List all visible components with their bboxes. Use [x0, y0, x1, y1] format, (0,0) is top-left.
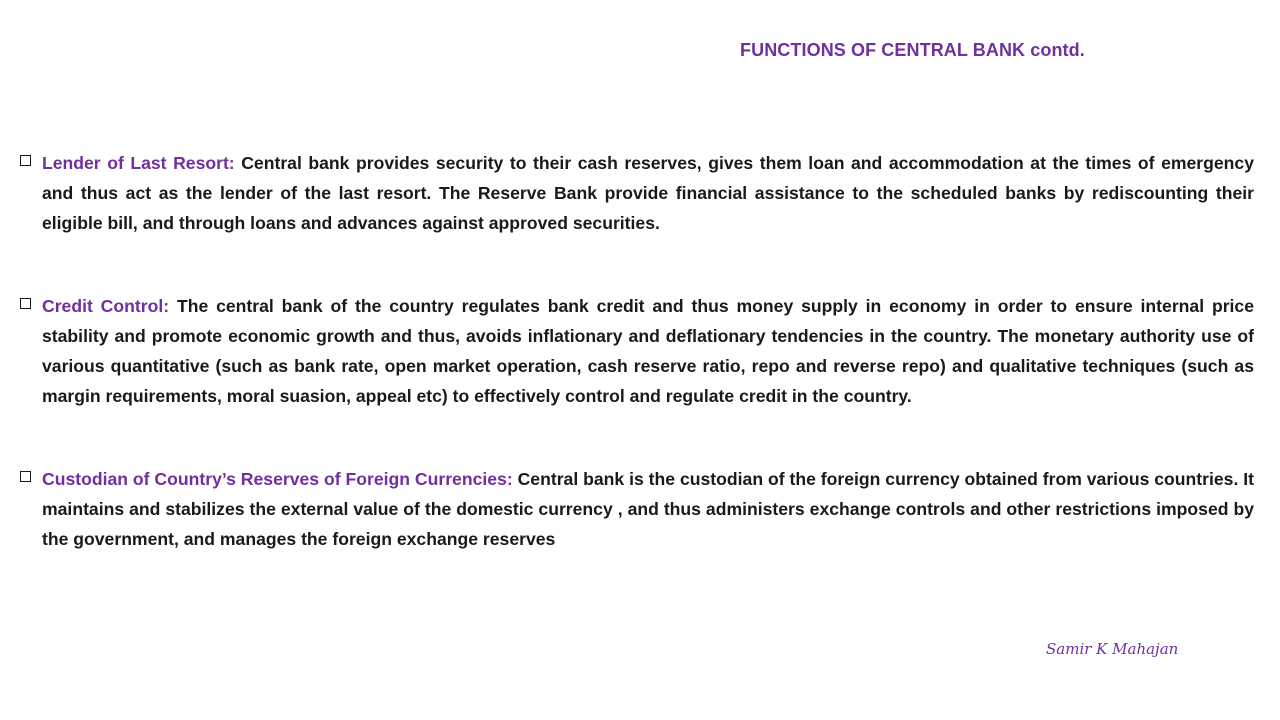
bullet-heading: Custodian of Country’s Reserves of Foreign Currencies:: [42, 469, 513, 489]
bullet-item-credit-control: [20, 291, 1254, 411]
hollow-square-bullet-icon: [20, 471, 34, 485]
hollow-square-bullet-icon: [20, 298, 34, 312]
author-credit: Samir K Mahajan: [1046, 640, 1179, 658]
bullet-item-lender-of-last-resort: [20, 148, 1254, 238]
hollow-square-bullet-icon: [20, 155, 34, 169]
bullet-body: Central bank provides security to their cash reserves, gives them loan and accommodation at the times of emergency and thus act as the lender of the last resort. The Reserve Bank provide financial assistance to the scheduled banks by rediscounting their eligible bill, and through loans and advances against approved securities.: [42, 153, 1254, 233]
bullet-body: Central bank is the custodian of the foreign currency obtained from various countries. It maintains and stabilizes the external value of the domestic currency , and thus administers exchange controls and other restrictions imposed by the government, and manages the foreign exchange reserves: [42, 469, 1254, 549]
bullet-item-custodian-of-reserves: [20, 464, 1254, 554]
bullet-text: [42, 291, 1254, 411]
bullet-text: [42, 148, 1254, 238]
bullet-heading: Credit Control:: [42, 296, 170, 316]
bullet-text: [42, 464, 1254, 554]
bullet-heading: Lender of Last Resort:: [42, 153, 235, 173]
bullet-body: The central bank of the country regulates bank credit and thus money supply in economy in order to ensure internal price stability and promote economic growth and thus, avoids inflationary and deflationary tendencies in the country. The monetary authority use of various quantitative (such as bank rate, open market operation, cash reserve ratio, repo and reverse repo) and qualitative techniques (such as margin requirements, moral suasion, appeal etc) to effectively control and regulate credit in the country.: [42, 296, 1254, 406]
slide-title: FUNCTIONS OF CENTRAL BANK contd.: [740, 40, 1085, 60]
